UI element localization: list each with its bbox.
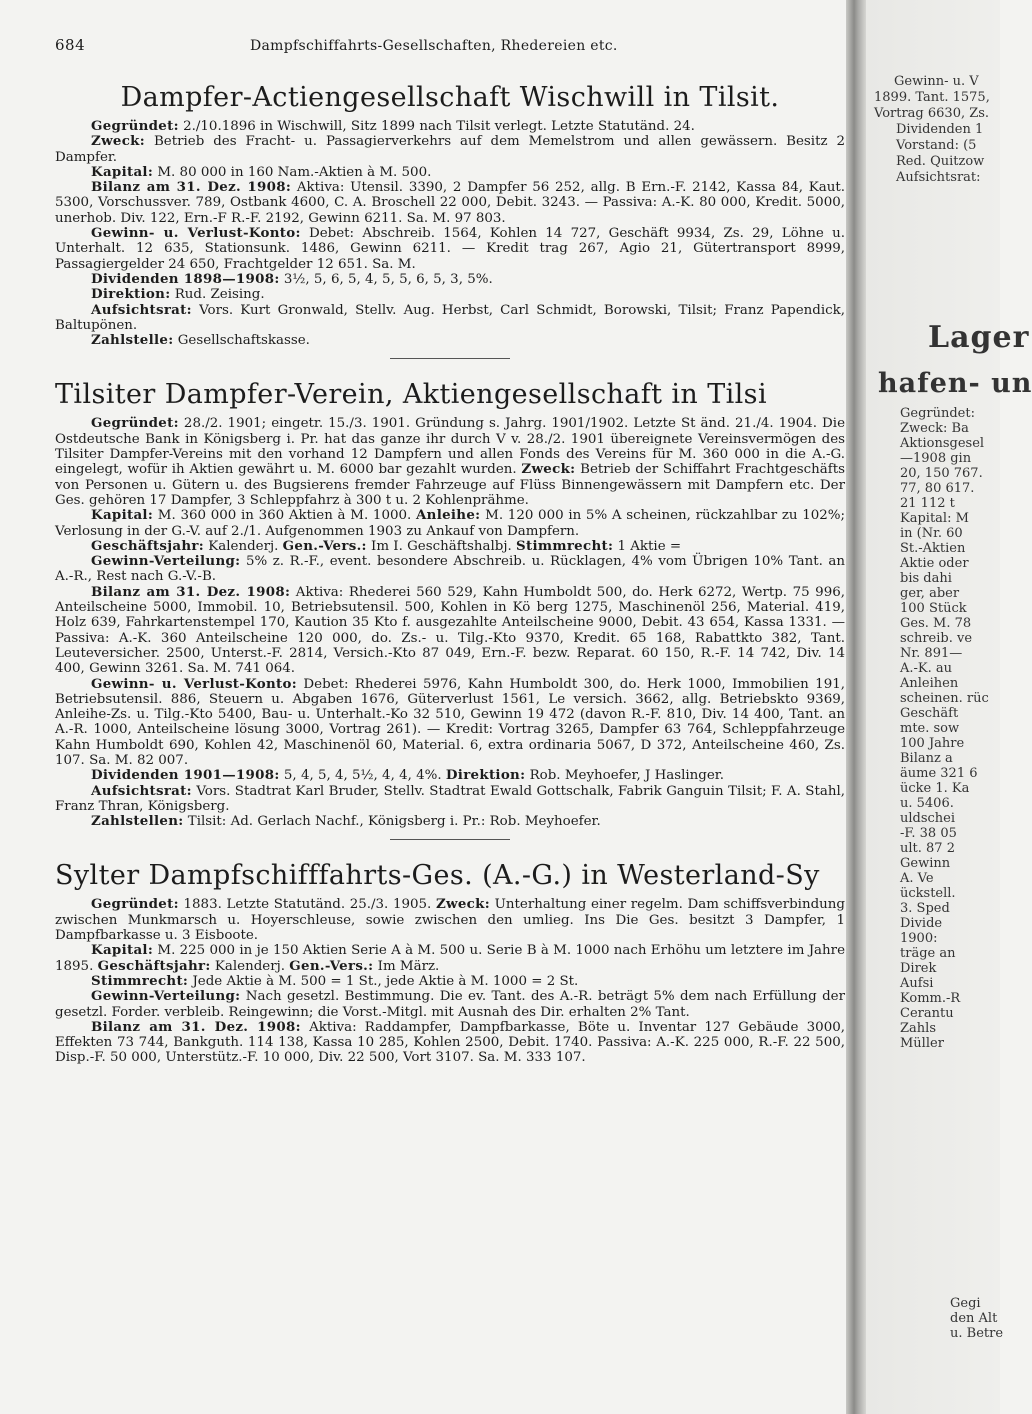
entry-label: Anleihe: bbox=[415, 507, 481, 524]
page-fold bbox=[846, 0, 866, 1414]
entry-line bbox=[55, 134, 845, 165]
entry-text: 1 Aktie = bbox=[617, 538, 682, 554]
neighbor-fragment: u. 5406. bbox=[900, 796, 954, 811]
entry-text: Debet: Rhederei 5976, Kahn Humboldt 300, do. Herk 1000, Immobilien 191, Betriebsutensil. 886, Steuern u. Abgaben 1676, Güterverlust 1561, Le versich. 3662, allg. Betriebskto 9369, Anleihe-Zs. u. Tilg.-Kto 5400, Bau- u. Unterhalt.-Ko 32 510, Gewinn 19 472 (davon R.-F. 810, Div. 14 400, Tant. an A.-R. 1000, Anteilscheine lösung 3000, Vortrag 261). — Kredit: Vortrag 3265, Dampfer 63 764, Schleppfahrzeuge Kahn Humboldt 690, Kohlen 42, Maschinenöl 60, Material. 6, extra ordinaria 5067, D 372, Anteilscheine 460, Zs. 107. Sa. M. 82 007. bbox=[55, 676, 845, 768]
neighbor-fragment: Bilanz a bbox=[900, 751, 953, 766]
entry-text: Im I. Geschäftshalbj. bbox=[371, 538, 512, 554]
neighbor-fragment: Red. Quitzow bbox=[896, 154, 985, 169]
entry-label: Geschäftsjahr: bbox=[91, 537, 204, 554]
neighbor-fragment: schreib. ve bbox=[900, 631, 973, 646]
neighbor-fragment: Aktie oder bbox=[900, 556, 969, 571]
company-entry bbox=[55, 860, 845, 1065]
neighbor-fragment: Zahls bbox=[900, 1021, 936, 1036]
neighbor-fragment: Direk bbox=[900, 961, 937, 976]
entry-label: Direktion: bbox=[91, 286, 171, 303]
neighbor-fragment: Ges. M. 78 bbox=[900, 616, 972, 631]
entry-label: Gegründet: bbox=[91, 415, 179, 432]
entry-text: M. 225 000 in je 150 Aktien Serie A à M. 500 u. Serie B à M. 1000 nach Erhöhu um letztere im Jahre 1895. bbox=[55, 943, 845, 974]
neighbor-fragment: Lager bbox=[928, 320, 1030, 355]
neighbor-fragment: -F. 38 05 bbox=[900, 826, 957, 841]
entry-line bbox=[55, 585, 845, 677]
entry-text: Vors. Kurt Gronwald, Stellv. Aug. Herbst, Carl Schmidt, Borowski, Tilsit; Franz Papendick, Baltupönen. bbox=[55, 302, 845, 333]
neighbor-fragment: in (Nr. 60 bbox=[900, 526, 963, 541]
company-title: Sylter Dampfschifffahrts-Ges. (A.-G.) in Westerland-Sy bbox=[55, 860, 820, 892]
neighbor-fragment: scheinen. rüc bbox=[900, 691, 989, 706]
neighbor-fragment: Gegi bbox=[950, 1296, 981, 1311]
neighbor-fragment: A.-K. au bbox=[900, 661, 953, 676]
neighbor-fragment: bis dahi bbox=[900, 571, 952, 586]
neighbor-fragment: Gegründet: bbox=[900, 406, 975, 421]
entry-label: Stimmrecht: bbox=[91, 972, 189, 989]
entry-label: Geschäftsjahr: bbox=[97, 957, 211, 974]
neighbor-fragment: Aufsichtsrat: bbox=[896, 170, 981, 185]
entry-line bbox=[55, 165, 845, 180]
entry-text: Aktiva: Raddampfer, Dampfbarkasse, Böte u. Inventar 127 Gebäude 3000, Effekten 73 744, Bankguth. 114 138, Kassa 10 285, Kohlen 2500, Debit. 1740. Passiva: A.-K. 225 000, R.-F. 22 500, Disp.-F. 50 000, Unterstütz.-F. 10 000, Div. 22 500, Vort 3107. Sa. M. 333 107. bbox=[55, 1019, 845, 1066]
entry-text: Aktiva: Utensil. 3390, 2 Dampfer 56 252, allg. B Ern.-F. 2142, Kassa 84, Kaut. 5300, Vorschussver. 789, Ostbank 4600, C. A. Broschell 22 000, Debit. 3243. — Passiva: A.-K. 80 000, Kredit. 5000, unerhob. Div. 122, Ern.-F R.-F. 2192, Gewinn 6211. Sa. M. 97 803. bbox=[55, 180, 845, 226]
entry-line bbox=[55, 333, 845, 348]
entry-text: Kalenderj. bbox=[208, 538, 279, 554]
entry-text: Unterhaltung einer regelm. Dam schiffsverbindung zwischen Munkmarsch u. Hoyerschleuse, sowie zwischen den umlieg. Ins Die Ges. besitzt 3 Dampfer, 1 Dampfbarkasse u. 3 Eisboote. bbox=[55, 897, 845, 944]
neighbor-fragment: St.-Aktien bbox=[900, 541, 966, 556]
company-body bbox=[55, 119, 845, 348]
entry-line bbox=[55, 943, 845, 974]
entry-line bbox=[55, 180, 845, 226]
entry-line bbox=[55, 416, 845, 508]
company-body bbox=[55, 897, 845, 1065]
running-title: Dampfschiffahrts-Gesellschaften, Rhedereien etc. bbox=[250, 38, 618, 54]
entry-label: Gewinn- u. Verlust-Konto: bbox=[91, 675, 297, 692]
neighbor-fragment: 100 Jahre bbox=[900, 736, 965, 751]
entry-line bbox=[55, 119, 845, 134]
company-title: Tilsiter Dampfer-Verein, Aktiengesellschaft in Tilsi bbox=[55, 379, 767, 411]
entry-label: Zweck: bbox=[521, 461, 576, 478]
company-title: Dampfer-Actiengesellschaft Wischwill in Tilsit. bbox=[120, 82, 780, 113]
entry-text: Kalenderj. bbox=[214, 958, 285, 974]
neighbor-fragment: Aufsi bbox=[900, 976, 934, 991]
entry-label: Bilanz am 31. Dez. 1908: bbox=[91, 583, 291, 600]
entry-line bbox=[55, 539, 845, 554]
entry-line bbox=[55, 272, 845, 287]
entry-text: Jede Aktie à M. 500 = 1 St., jede Aktie à M. 1000 = 2 St. bbox=[192, 973, 579, 989]
neighbor-fragment: hafen- un bbox=[878, 368, 1032, 399]
neighbor-fragment: Kapital: M bbox=[900, 511, 969, 526]
entry-text: 5, 4, 5, 4, 5½, 4, 4, 4%. bbox=[283, 768, 442, 784]
entry-line bbox=[55, 784, 845, 815]
neighbor-fragment: 1900: bbox=[900, 931, 938, 946]
entry-label: Dividenden 1898—1908: bbox=[91, 270, 280, 287]
neighbor-fragment: Divide bbox=[900, 916, 943, 931]
neighbor-fragment: ückstell. bbox=[900, 886, 956, 901]
neighbor-fragment: mte. sow bbox=[900, 721, 960, 736]
neighbor-fragment: Müller bbox=[900, 1036, 944, 1051]
neighbor-fragment: Anleihen bbox=[900, 676, 959, 691]
entry-text: Aktiva: Rhederei 560 529, Kahn Humboldt 500, do. Herk 6272, Wertp. 75 996, Anteilscheine 5000, Immobil. 10, Betriebsutensil. 500, Kohlen in Kö berg 1275, Maschinenöl 256, Material. 419, Holz 639, Fahrkartenstempel 170, Kaution 35 Kto f. ausgezahlte Anteilscheine 9000, Debit. 43 654, Kassa 1331. — Passiva: A.-K. 360 Anteilscheine 120 000, do. Zs.- u. Tilg.-Kto 9370, Kredit. 65 168, Rabattkto 382, Tant. Leuteversicher. 2500, Unterst.-F. 2814, Versich.-Kto 87 049, Ern.-F. bezw. Reparat. 60 150, R.-F. 14 742, Div. 14 400, Gewinn 3261. Sa. M. 741 064. bbox=[55, 584, 845, 677]
entry-line bbox=[55, 508, 845, 539]
entry-text: M. 360 000 in 360 Aktien à M. 1000. bbox=[157, 508, 412, 524]
neighbor-fragment: A. Ve bbox=[900, 871, 934, 886]
entry-label: Gen.-Vers.: bbox=[282, 537, 367, 554]
entry-text: Debet: Abschreib. 1564, Kohlen 14 727, Geschäft 9934, Zs. 29, Löhne u. Unterhalt. 12 635, Stationsunk. 1486, Gewinn 6211. — Kredit trag 267, Agio 21, Gütertransport 8999, Passagiergelder 24 650, Frachtgelder 12 651. Sa. M. bbox=[55, 226, 845, 272]
neighbor-fragment: Cerantu bbox=[900, 1006, 954, 1021]
entry-line bbox=[55, 814, 845, 829]
entry-line bbox=[55, 989, 845, 1020]
neighbor-fragment: ger, aber bbox=[900, 586, 960, 601]
neighbor-fragment: Aktionsgesel bbox=[900, 436, 985, 451]
section-divider bbox=[390, 839, 510, 840]
entry-label: Gewinn- u. Verlust-Konto: bbox=[91, 225, 301, 242]
neighbor-fragment: Nr. 891— bbox=[900, 646, 963, 661]
company-entry bbox=[55, 82, 845, 359]
entry-label: Dividenden 1901—1908: bbox=[91, 767, 280, 784]
entry-label: Bilanz am 31. Dez. 1908: bbox=[91, 1018, 301, 1035]
neighbor-fragment: Dividenden 1 bbox=[896, 122, 984, 137]
neighbor-fragment: Zweck: Ba bbox=[900, 421, 969, 436]
entry-text: Vors. Stadtrat Karl Bruder, Stellv. Stadtrat Ewald Gottschalk, Fabrik Ganguin Tilsit; F. A. Stahl, Franz Thran, Königsberg. bbox=[55, 783, 845, 814]
neighbor-fragment: Geschäft bbox=[900, 706, 959, 721]
neighbor-fragment: den Alt bbox=[950, 1311, 998, 1326]
neighbor-fragment: 21 112 t bbox=[900, 496, 955, 511]
entry-text: Nach gesetzl. Bestimmung. Die ev. Tant. des A.-R. beträgt 5% dem nach Erfüllung der gesetzl. Forder. verbleib. Reingewinn; die Vorst.-Mitgl. mit Ausnah des Dir. erhalten 2% Tant. bbox=[55, 989, 846, 1020]
neighbor-fragment: Vortrag 6630, Zs. bbox=[874, 106, 990, 121]
entry-text: 1883. Letzte Statutänd. 25./3. 1905. bbox=[183, 897, 432, 913]
main-column bbox=[55, 34, 845, 1066]
neighbor-fragment: ult. 87 2 bbox=[900, 841, 955, 856]
neighbor-fragment: äume 321 6 bbox=[900, 766, 978, 781]
neighbor-fragment: —1908 gin bbox=[900, 451, 972, 466]
entry-line bbox=[55, 768, 845, 783]
section-divider bbox=[390, 358, 510, 359]
entry-label: Bilanz am 31. Dez. 1908: bbox=[91, 179, 292, 196]
entry-line bbox=[55, 554, 845, 585]
entry-label: Gen.-Vers.: bbox=[289, 957, 374, 974]
neighbor-page-strip bbox=[866, 0, 1032, 1414]
entry-text: M. 80 000 in 160 Nam.-Aktien à M. 500. bbox=[157, 164, 432, 180]
entry-text: M. 120 000 in 5% A scheinen, rückzahlbar zu 102%; Verlosung in der G.-V. auf 2./1. Aufgenommen 1903 zu Ankauf von Dampfern. bbox=[55, 508, 846, 539]
neighbor-fragment: träge an bbox=[900, 946, 956, 961]
entry-line bbox=[55, 677, 845, 769]
entry-label: Gewinn-Verteilung: bbox=[91, 988, 241, 1005]
entry-text: Betrieb des Fracht- u. Passagierverkehrs auf dem Memelstrom und allen gewässern. Besitz 2 Dampfer. bbox=[55, 134, 845, 165]
running-head bbox=[55, 34, 845, 62]
entry-text: 2./10.1896 in Wischwill, Sitz 1899 nach Tilsit verlegt. Letzte Statutänd. 24. bbox=[183, 119, 695, 134]
neighbor-fragment: 1899. Tant. 1575, bbox=[874, 90, 990, 105]
neighbor-fragment: ücke 1. Ka bbox=[900, 781, 970, 796]
entry-text: Im März. bbox=[377, 958, 440, 974]
entry-line bbox=[55, 303, 845, 334]
entry-text: Gesellschaftskasse. bbox=[177, 333, 310, 349]
entry-text: Tilsit: Ad. Gerlach Nachf., Königsberg i. Pr.: Rob. Meyhoefer. bbox=[187, 814, 601, 830]
neighbor-fragment: Komm.-R bbox=[900, 991, 961, 1006]
entry-label: Gegründet: bbox=[91, 118, 179, 134]
entry-text: 28./2. 1901; eingetr. 15./3. 1901. Gründung s. Jahrg. 1901/1902. Letzte St änd. 21./4. 1904. Die Ostdeutsche Bank in Königsberg i. Pr. hat das ganze ihr durch V v. 28./2. 1901 übereignete Vereinsvermögen des Tilsiter Dampfer-Vereins mit den vorhand 12 Dampfern und allen Fonds des Vereins für M. 360 000 in die A.-G. eingelegt, wofür ih Aktien gewährt u. M. 6000 bar gezahlt wurden. bbox=[55, 416, 846, 478]
neighbor-fragment: 3. Sped bbox=[900, 901, 950, 916]
entry-label: Kapital: bbox=[91, 163, 154, 180]
neighbor-fragment: 100 Stück bbox=[900, 601, 967, 616]
company-entry bbox=[55, 379, 845, 840]
page-number: 684 bbox=[55, 36, 86, 54]
entry-label: Zahlstellen: bbox=[91, 813, 184, 830]
entry-line bbox=[55, 974, 845, 989]
neighbor-fragment: u. Betre bbox=[950, 1326, 1004, 1341]
entry-line bbox=[55, 287, 845, 302]
entry-label: Zweck: bbox=[435, 896, 490, 913]
entry-text: Rud. Zeising. bbox=[174, 287, 265, 303]
entry-label: Kapital: bbox=[91, 942, 154, 959]
neighbor-fragment: 77, 80 617. bbox=[900, 481, 975, 496]
entry-label: Aufsichtsrat: bbox=[91, 301, 192, 318]
entry-line bbox=[55, 226, 845, 272]
entry-label: Aufsichtsrat: bbox=[91, 782, 192, 799]
entry-text: Betrieb der Schiffahrt Frachtgeschäfts von Personen u. Gütern u. des Bugsierens fremder Fahrzeuge auf Flüss Binnengewässern mit Dampfern etc. Der Ges. gehören 17 Dampfer, 3 Schleppfahrz à 300 t u. 2 Kohlenprähme. bbox=[55, 462, 845, 508]
neighbor-fragment: 20, 150 767. bbox=[900, 466, 983, 481]
neighbor-fragment: Vorstand: (5 bbox=[896, 138, 977, 153]
entry-text: 3½, 5, 6, 5, 4, 5, 5, 6, 5, 3, 5%. bbox=[283, 271, 493, 287]
neighbor-fragment: Gewinn bbox=[900, 856, 951, 871]
entry-line bbox=[55, 897, 845, 943]
entry-label: Stimmrecht: bbox=[516, 537, 614, 554]
entry-label: Zahlstelle: bbox=[91, 332, 174, 349]
entry-text: Rob. Meyhoefer, J Haslinger. bbox=[529, 768, 724, 784]
entry-label: Kapital: bbox=[91, 507, 154, 524]
company-body bbox=[55, 416, 845, 829]
neighbor-fragment: Gewinn- u. V bbox=[894, 74, 979, 89]
entry-label: Gegründet: bbox=[91, 896, 179, 913]
entry-label: Zweck: bbox=[91, 133, 145, 150]
entry-text: 5% z. R.-F., event. besondere Abschreib. u. Rücklagen, 4% vom Übrigen 10% Tant. an A.-R., Rest nach G.-V.-B. bbox=[55, 554, 845, 585]
neighbor-fragment: uldschei bbox=[900, 811, 956, 826]
entry-label: Direktion: bbox=[445, 767, 526, 784]
entry-line bbox=[55, 1020, 845, 1066]
entry-label: Gewinn-Verteilung: bbox=[91, 553, 241, 570]
